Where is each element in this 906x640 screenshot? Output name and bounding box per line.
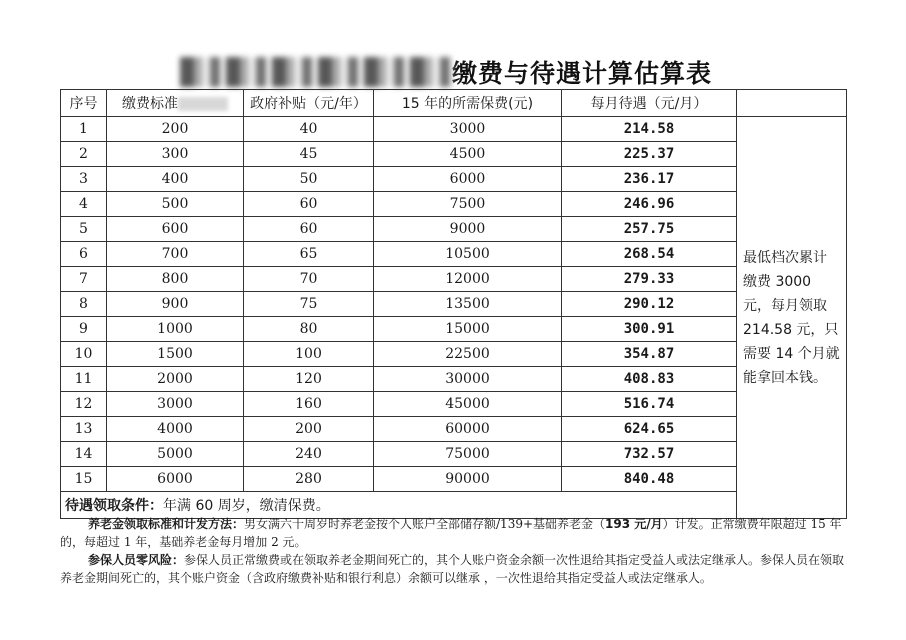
table-row — [61, 117, 847, 142]
cell-standard: 1500 — [107, 342, 244, 367]
cell-total: 4500 — [374, 142, 562, 167]
cell-total: 90000 — [374, 467, 562, 492]
zero-risk-paragraph — [60, 551, 846, 587]
cell-seq: 12 — [61, 392, 107, 417]
table-row — [61, 242, 847, 267]
cell-subsidy: 45 — [244, 142, 374, 167]
cell-standard: 500 — [107, 192, 244, 217]
cell-subsidy: 65 — [244, 242, 374, 267]
condition-text: 年满 60 周岁，缴清保费。 — [163, 498, 330, 514]
cell-standard: 3000 — [107, 392, 244, 417]
table-row — [61, 192, 847, 217]
cell-monthly: 290.12 — [562, 292, 737, 317]
zero-risk-text: 参保人员正常缴费或在领取养老金期间死亡的，其个人账户资金余额一次性退给其指定受益人或法定继承人。参保人员在领取养老金期间死亡的，其个账户资金（含政府缴费补贴和银行利息）余额可以继承 ，一次性退给其指定受益人或法定继承人。 — [60, 553, 845, 585]
cell-monthly: 300.91 — [562, 317, 737, 342]
cell-subsidy: 160 — [244, 392, 374, 417]
cell-subsidy: 60 — [244, 192, 374, 217]
condition-label: 待遇领取条件： — [65, 498, 163, 514]
cell-monthly: 214.58 — [562, 117, 737, 142]
cell-monthly: 236.17 — [562, 167, 737, 192]
cell-standard: 900 — [107, 292, 244, 317]
cell-total: 3000 — [374, 117, 562, 142]
cell-subsidy: 100 — [244, 342, 374, 367]
cell-monthly: 246.96 — [562, 192, 737, 217]
table-row — [61, 167, 847, 192]
cell-standard: 5000 — [107, 442, 244, 467]
cell-standard: 600 — [107, 217, 244, 242]
table-row — [61, 142, 847, 167]
payment-method-paragraph — [60, 515, 846, 551]
cell-monthly: 354.87 — [562, 342, 737, 367]
cell-seq: 3 — [61, 167, 107, 192]
cell-seq: 15 — [61, 467, 107, 492]
title-area — [180, 54, 712, 90]
payment-method-text: 男女满六十周岁时养老金按个人账户全部储存额/139+基础养老金（ — [244, 517, 606, 531]
table-row — [61, 317, 847, 342]
cell-monthly: 268.54 — [562, 242, 737, 267]
side-note: 最低档次累计缴费 3000 元，每月领取 214.58 元，只需要 14 个月就能拿回本钱。 — [737, 117, 847, 519]
cell-standard: 200 — [107, 117, 244, 142]
cell-monthly: 624.65 — [562, 417, 737, 442]
zero-risk-label: 参保人员零风险： — [88, 553, 185, 567]
cell-seq: 1 — [61, 117, 107, 142]
cell-total: 30000 — [374, 367, 562, 392]
cell-total: 13500 — [374, 292, 562, 317]
cell-monthly: 516.74 — [562, 392, 737, 417]
cell-total: 12000 — [374, 267, 562, 292]
header-monthly: 每月待遇（元/月） — [562, 90, 737, 117]
cell-seq: 2 — [61, 142, 107, 167]
table-row — [61, 342, 847, 367]
cell-monthly: 257.75 — [562, 217, 737, 242]
cell-seq: 14 — [61, 442, 107, 467]
cell-subsidy: 80 — [244, 317, 374, 342]
table-row — [61, 417, 847, 442]
cell-subsidy: 240 — [244, 442, 374, 467]
cell-seq: 9 — [61, 317, 107, 342]
header-subsidy: 政府补贴（元/年） — [244, 90, 374, 117]
page-title: 缴费与待遇计算估算表 — [452, 59, 713, 88]
cell-total: 10500 — [374, 242, 562, 267]
cell-standard: 300 — [107, 142, 244, 167]
cell-subsidy: 280 — [244, 467, 374, 492]
cell-total: 7500 — [374, 192, 562, 217]
cell-subsidy: 120 — [244, 367, 374, 392]
header-standard-label: 缴费标准 — [122, 96, 178, 112]
cell-subsidy: 50 — [244, 167, 374, 192]
cell-seq: 13 — [61, 417, 107, 442]
cell-monthly: 279.33 — [562, 267, 737, 292]
cell-seq: 11 — [61, 367, 107, 392]
basic-pension-amount: 193 元/月 — [605, 517, 663, 531]
cell-seq: 8 — [61, 292, 107, 317]
redacted-header-part — [178, 97, 228, 111]
cell-subsidy: 70 — [244, 267, 374, 292]
cell-monthly: 732.57 — [562, 442, 737, 467]
cell-total: 9000 — [374, 217, 562, 242]
table-header-row — [61, 90, 847, 117]
table-row — [61, 267, 847, 292]
cell-subsidy: 200 — [244, 417, 374, 442]
cell-seq: 7 — [61, 267, 107, 292]
header-total: 15 年的所需保费(元) — [374, 90, 562, 117]
table-row — [61, 292, 847, 317]
cell-seq: 10 — [61, 342, 107, 367]
cell-subsidy: 60 — [244, 217, 374, 242]
cell-monthly: 408.83 — [562, 367, 737, 392]
table-row — [61, 467, 847, 492]
cell-standard: 4000 — [107, 417, 244, 442]
payment-method-label: 养老金领取标准和计发方法： — [88, 517, 245, 531]
calculation-table — [60, 89, 847, 519]
table-row — [61, 367, 847, 392]
cell-total: 45000 — [374, 392, 562, 417]
table-row — [61, 442, 847, 467]
cell-monthly: 225.37 — [562, 142, 737, 167]
header-seq: 序号 — [61, 90, 107, 117]
header-standard — [107, 90, 244, 117]
cell-standard: 400 — [107, 167, 244, 192]
payment-method-text-2: ）计发。正常缴费年限超过 15 年的，每超过 1 年，基础养老金每月增加 2 元。 — [60, 517, 842, 549]
cell-seq: 6 — [61, 242, 107, 267]
cell-standard: 2000 — [107, 367, 244, 392]
cell-subsidy: 75 — [244, 292, 374, 317]
cell-monthly: 840.48 — [562, 467, 737, 492]
redacted-title-prefix — [180, 57, 452, 87]
cell-standard: 800 — [107, 267, 244, 292]
cell-total: 75000 — [374, 442, 562, 467]
cell-standard: 6000 — [107, 467, 244, 492]
cell-total: 22500 — [374, 342, 562, 367]
cell-seq: 4 — [61, 192, 107, 217]
cell-subsidy: 40 — [244, 117, 374, 142]
cell-total: 60000 — [374, 417, 562, 442]
cell-total: 15000 — [374, 317, 562, 342]
cell-standard: 1000 — [107, 317, 244, 342]
table-row — [61, 217, 847, 242]
cell-standard: 700 — [107, 242, 244, 267]
cell-total: 6000 — [374, 167, 562, 192]
cell-seq: 5 — [61, 217, 107, 242]
table-row — [61, 392, 847, 417]
header-note-blank — [737, 90, 847, 117]
